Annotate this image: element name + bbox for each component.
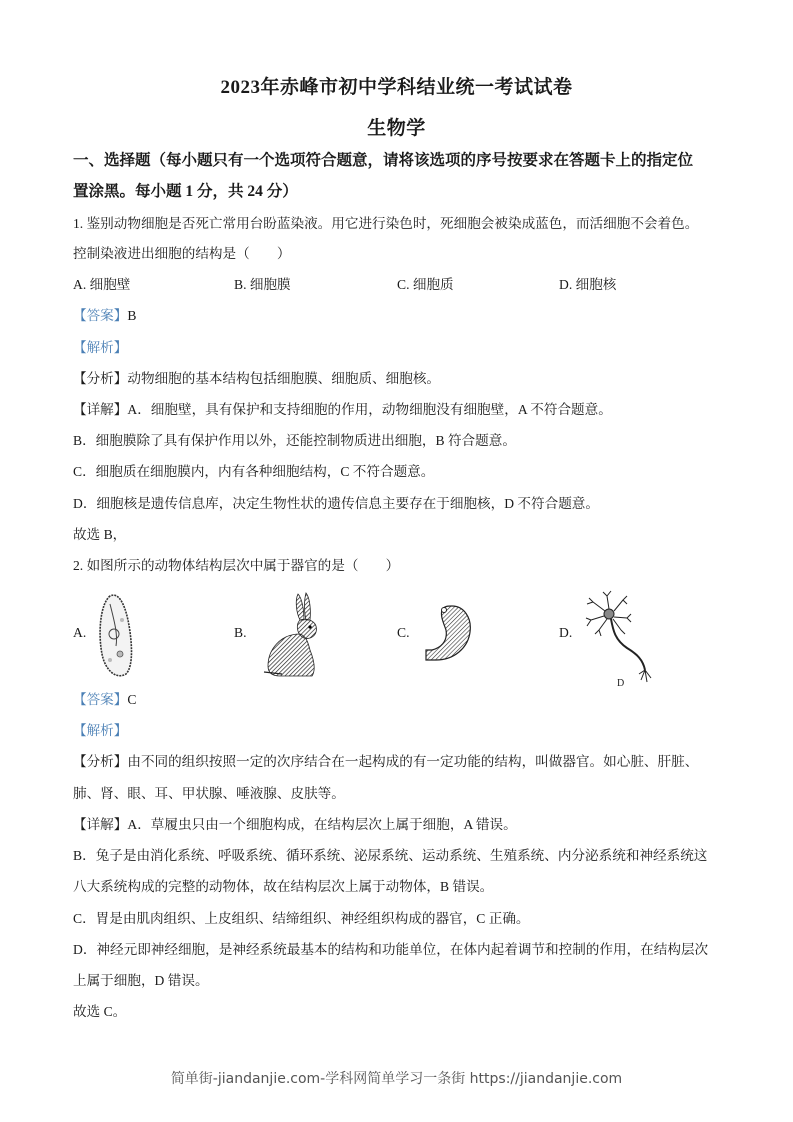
q1-xiangjie-b: B．细胞膜除了具有保护作用以外，还能控制物质进出细胞，B 符合题意。 — [73, 433, 516, 448]
q1-option-d: D. 细胞核 — [559, 277, 617, 292]
section-heading-line2: 置涂黑。每小题 1 分，共 24 分） — [73, 183, 298, 200]
q1-option-b: B. 细胞膜 — [234, 277, 291, 292]
q1-conclusion: 故选 B， — [73, 527, 127, 542]
q1-stem-line2: 控制染液进出细胞的结构是（ ） — [73, 246, 291, 261]
q2-fenxi-line1 — [73, 752, 733, 772]
answer-value: C — [127, 692, 137, 707]
answer-tag: 【答案】 — [73, 692, 128, 707]
q2-answer — [73, 690, 733, 710]
svg-text:D: D — [617, 678, 625, 686]
q1-stem-line1: 1. 鉴别动物细胞是否死亡常用台盼蓝染液。用它进行染色时，死细胞会被染成蓝色，而活细胞不会着色。 — [73, 216, 699, 231]
q1-xiangjie-d: D．细胞核是遗传信息库，决定生物性状的遗传信息主要存在于细胞核，D 不符合题意。 — [73, 496, 599, 511]
q1-answer — [73, 306, 733, 326]
rabbit-image — [260, 590, 330, 682]
q1-xiangjie-a — [73, 400, 733, 420]
answer-value: B — [127, 308, 137, 323]
q2-option-d-label: D. — [559, 625, 573, 640]
q2-xiangjie-b1: B．兔子是由消化系统、呼吸系统、循环系统、泌尿系统、运动系统、生殖系统、内分泌系统和神经系统这 — [73, 848, 708, 863]
q2-stem: 2. 如图所示的动物体结构层次中属于器官的是（ ） — [73, 558, 400, 573]
q2-xiangjie-a — [73, 815, 733, 835]
neuron-image — [583, 590, 663, 686]
q2-analysis-heading — [73, 721, 733, 741]
section-heading-line1: 一、选择题（每小题只有一个选项符合题意，请将该选项的序号按要求在答题卡上的指定位 — [73, 152, 694, 169]
q1-xiangjie-c: C．细胞质在细胞膜内，内有各种细胞结构，C 不符合题意。 — [73, 464, 435, 479]
q2-xiangjie-d2: 上属于细胞，D 错误。 — [73, 973, 209, 988]
q2-option-c-label: C. — [397, 625, 410, 640]
analysis-tag: 【解析】 — [73, 340, 128, 355]
fenxi-tag: 【分析】 — [73, 371, 128, 386]
fenxi-text: 动物细胞的基本结构包括细胞膜、细胞质、细胞核。 — [127, 371, 441, 386]
xiangjie-tag: 【详解】 — [73, 402, 128, 417]
q1-fenxi — [73, 369, 733, 389]
q2-option-a-label: A. — [73, 625, 87, 640]
fenxi-tag: 【分析】 — [73, 754, 128, 769]
paramecium-image — [96, 590, 138, 682]
q2-xiangjie-d1: D．神经元即神经细胞，是神经系统最基本的结构和功能单位，在体内起着调节和控制的作用，在结构层次 — [73, 942, 709, 957]
q2-conclusion: 故选 C。 — [73, 1004, 127, 1019]
subject-title: 生物学 — [367, 118, 426, 139]
exam-title: 2023年赤峰市初中学科结业统一考试试卷 — [220, 77, 573, 98]
q2-fenxi-line2: 肺、肾、眼、耳、甲状腺、唾液腺、皮肤等。 — [73, 786, 345, 801]
answer-tag: 【答案】 — [73, 308, 128, 323]
xiangjie-tag: 【详解】 — [73, 817, 128, 832]
q1-option-c: C. 细胞质 — [397, 277, 454, 292]
stomach-image — [420, 590, 480, 682]
q2-xiangjie-b2: 八大系统构成的完整的动物体，故在结构层次上属于动物体，B 错误。 — [73, 879, 494, 894]
xiangjie-text: A．细胞壁，具有保护和支持细胞的作用，动物细胞没有细胞壁，A 不符合题意。 — [127, 402, 612, 417]
q1-option-a: A. 细胞壁 — [73, 277, 131, 292]
q2-option-b-label: B. — [234, 625, 247, 640]
q2-xiangjie-c: C．胃是由肌肉组织、上皮组织、结缔组织、神经组织构成的器官，C 正确。 — [73, 911, 530, 926]
xiangjie-text: A．草履虫只由一个细胞构成，在结构层次上属于细胞，A 错误。 — [127, 817, 517, 832]
analysis-tag: 【解析】 — [73, 723, 128, 738]
footer-watermark: 简单街-jiandanjie.com-学科网简单学习一条街 https://jiandanjie.com — [170, 1071, 623, 1087]
q1-analysis-heading — [73, 338, 733, 358]
fenxi-text: 由不同的组织按照一定的次序结合在一起构成的有一定功能的结构，叫做器官。如心脏、肝脏、 — [127, 754, 699, 769]
